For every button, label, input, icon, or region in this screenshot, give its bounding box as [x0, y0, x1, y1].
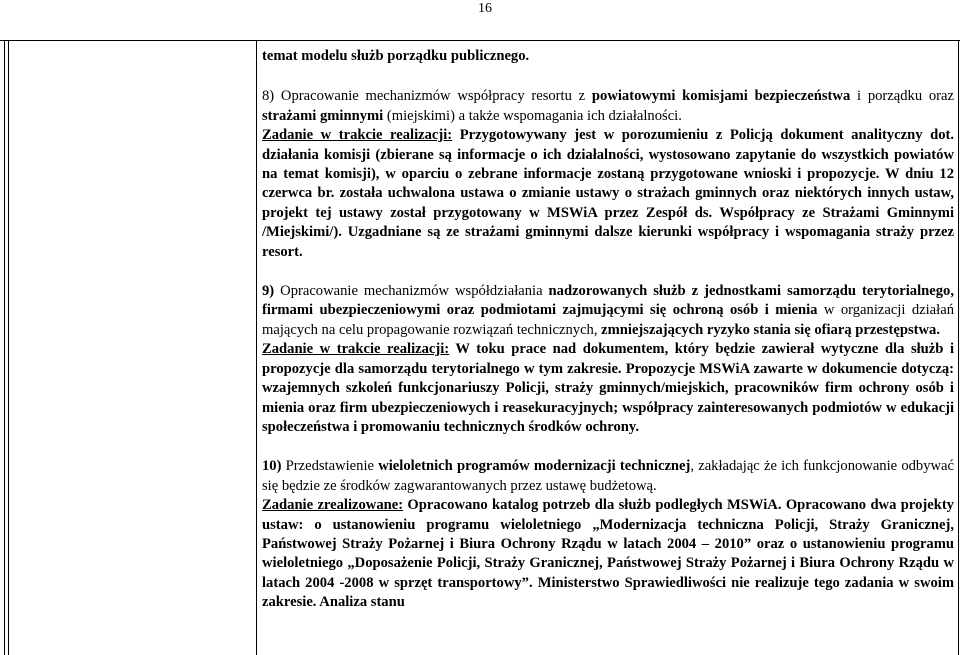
item-8-status-text: Przygotowywany jest w porozumieniu z Policją dokument analityczny dot. działania komisji (zbierane są informacje o ich działalności, wystosowano zapytanie do wszystkich powiatów na temat komisji), w oparciu o zebrane informacje zostaną przygotowane wnioski i propozycje. W dniu 12 czerwca br. została uchwalona ustawa o zmianie ustawy o strażach gminnych oraz niektórych innych ustaw, projekt tej ustawy został przygotowany w MSWiA przez Zespół ds. Współpracy ze Strażami Gminnymi /Miejskimi/). Uzgadniane są ze strażami gminnymi dalsze kierunki współpracy i wspomagania straży przez resort.: [262, 127, 954, 260]
table-right-border: [958, 40, 959, 655]
page-number: 16: [478, 1, 492, 16]
item-9: 9) Opracowanie mechanizmów współdziałania nadzorowanych służb z jednostkami samorządu terytorialnego, firmami ubezpieczeniowymi oraz podmiotami zajmującymi się ochroną osób i mienia w organizacji działań mających na celu propagowanie rozwiązań technicznych, zmniejszających ryzyko stania się ofiarą przestępstwa. Zadanie w trakcie realizacji: W toku prace nad dokumentem, który będzie zawierał wytyczne dla służb i propozycje dla samorządu terytorialnego w tym zakresie. Propozycje MSWiA zawarte w dokumencie dotyczą: wzajemnych szkoleń funkcjonariuszy Policji, straży gminnych/miejskich, pracowników firm ochrony osób i mienia oraz firm ubezpieczeniowych i reasekuracyjnych; współpracy zainteresowanych podmiotów w edukacji społeczeństwa i promowaniu technicznych środków ochrony.: [262, 283, 954, 435]
left-column-line-inner: [8, 40, 9, 655]
table-top-border: [0, 40, 960, 41]
item-9-status-text: W toku prace nad dokumentem, który będzie zawierał wytyczne dla służb i propozycje dla samorządu terytorialnego w tym zakresie. Propozycje MSWiA zawarte w dokumencie dotyczą: wzajemnych szkoleń funkcjonariuszy Policji, straży gminnych/miejskich, pracowników firm ochrony osób i mienia oraz firm ubezpieczeniowych i reasekuracyjnych; współpracy zainteresowanych podmiotów w edukacji społeczeństwa i promowaniu technicznych środków ochrony.: [262, 341, 954, 435]
item-8: 8) Opracowanie mechanizmów współpracy resortu z powiatowymi komisjami bezpieczeństwa i porządku oraz strażami gminnymi (miejskimi) a także wspomagania ich działalności. Zadanie w trakcie realizacji: Przygotowywany jest w porozumieniu z Policją dokument analityczny dot. działania komisji (zbierane są informacje o ich działalności, wystosowano zapytanie do wszystkich powiatów na temat komisji), w oparciu o zebrane informacje zostaną przygotowane wnioski i propozycje. W dniu 12 czerwca br. została uchwalona ustawa o zmianie ustawy o strażach gminnych oraz niektórych innych ustaw, projekt tej ustawy został przygotowany w MSWiA przez Zespół ds. Współpracy ze Strażami Gminnymi /Miejskimi/). Uzgadniane są ze strażami gminnymi dalsze kierunki współpracy i wspomagania straży przez resort.: [262, 88, 954, 260]
table-content-cell: [262, 47, 954, 613]
item-9-status-label: Zadanie w trakcie realizacji:: [262, 341, 450, 358]
item-10-status-label: Zadanie zrealizowane:: [262, 497, 404, 514]
item-10-status-text: Opracowano katalog potrzeb dla służb podległych MSWiA. Opracowano dwa projekty ustaw: o ustanowieniu programu wieloletniego „Modernizacja techniczna Policji, Straży Granicznej, Państwowej Straży Pożarnej i Biura Ochrony Rządu w latach 2004 – 2010” oraz o ustanowieniu programu wieloletniego „Doposażenie Policji, Straży Granicznej, Państwowej Straży Pożarnej i Biura Ochrony Rządu w latach 2004 -2008 w sprzęt transportowy”. Ministerstwo Sprawiedliwości nie realizuje tego zadania w swoim zakresie. Analiza stanu: [262, 497, 954, 611]
item-9-number: 9): [262, 283, 275, 300]
column-divider: [256, 40, 257, 655]
item-10: 10) Przedstawienie wieloletnich programów modernizacji technicznej, zakładając że ich funkcjonowanie odbywać się będzie ze środków zagwarantowanych przez ustawę budżetową. Zadanie zrealizowane: Opracowano katalog potrzeb dla służb podległych MSWiA. Opracowano dwa projekty ustaw: o ustanowieniu programu wieloletniego „Modernizacja techniczna Policji, Straży Granicznej, Państwowej Straży Pożarnej i Biura Ochrony Rządu w latach 2004 – 2010” oraz o ustanowieniu programu wieloletniego „Doposażenie Policji, Straży Granicznej, Państwowej Straży Pożarnej i Biura Ochrony Rządu w latach 2004 -2008 w sprzęt transportowy”. Ministerstwo Sprawiedliwości nie realizuje tego zadania w swoim zakresie. Analiza stanu: [262, 458, 955, 611]
item-10-number: 10): [262, 458, 282, 475]
left-column-line-outer: [4, 40, 5, 655]
intro-paragraph: temat modelu służb porządku publicznego.: [262, 48, 530, 64]
item-8-status-label: Zadanie w trakcie realizacji:: [262, 127, 453, 144]
item-8-number: 8): [262, 88, 275, 105]
